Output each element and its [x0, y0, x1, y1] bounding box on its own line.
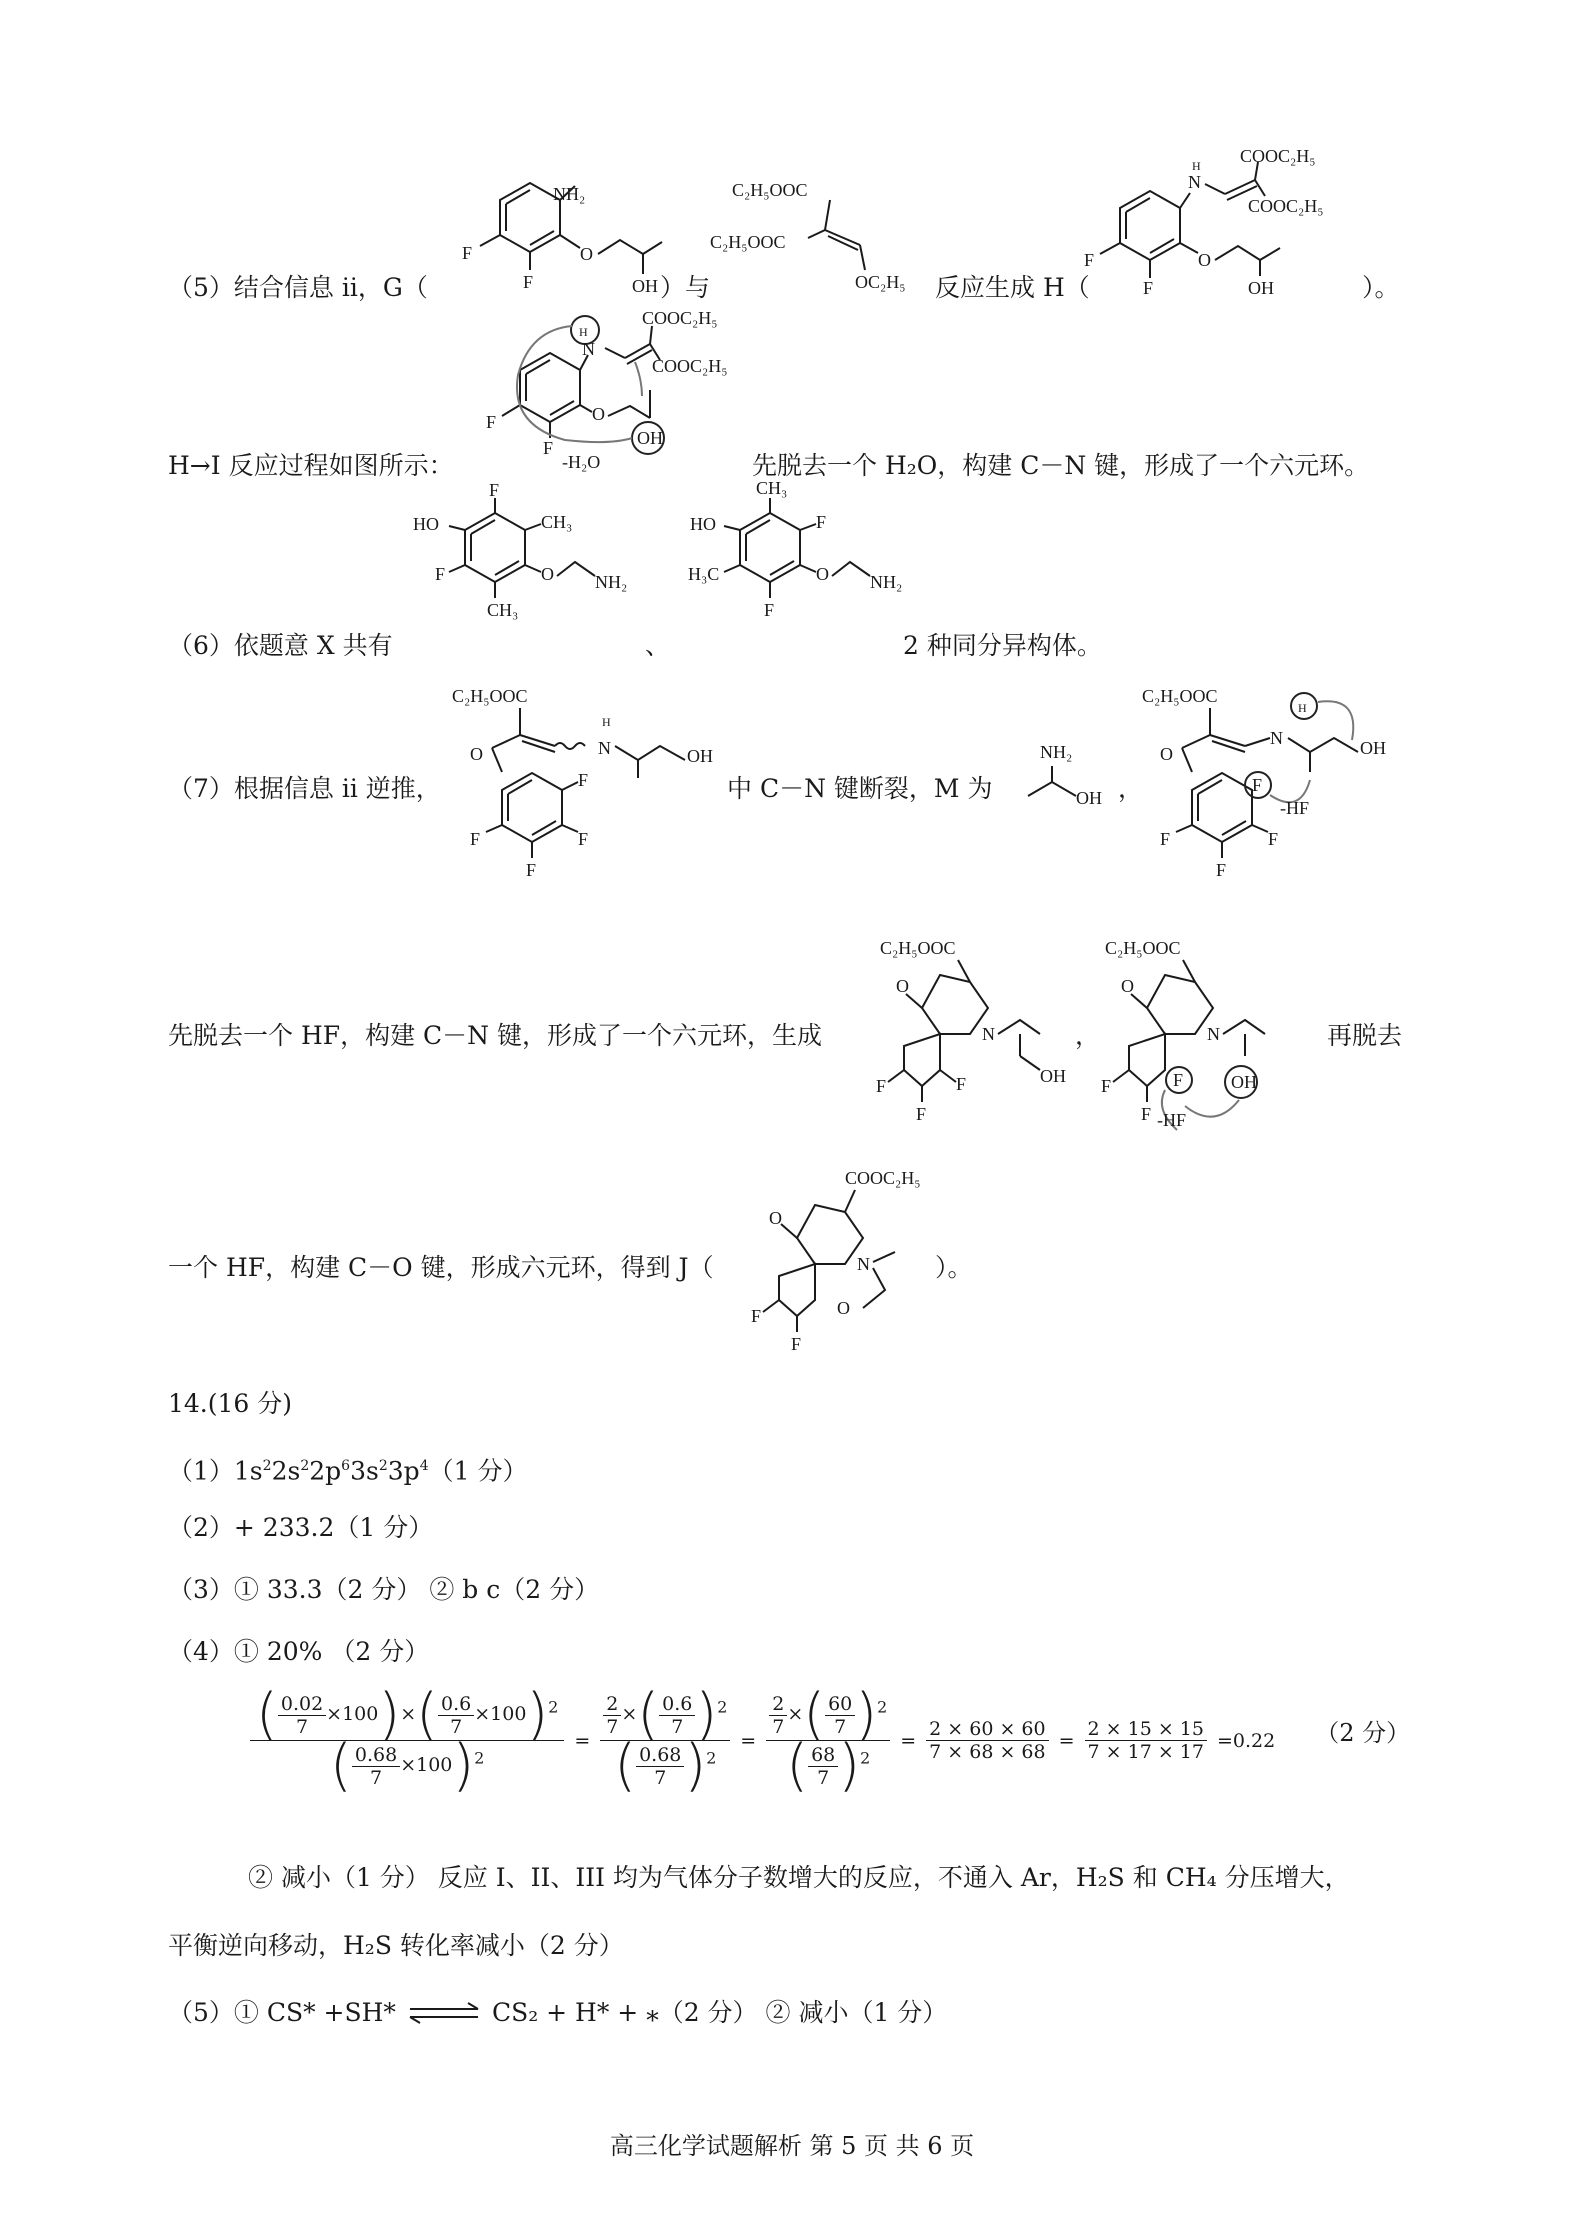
n-label: N — [1188, 172, 1201, 192]
molecule-g — [440, 170, 670, 320]
f-label: F — [1084, 250, 1095, 270]
f-label: F — [486, 412, 497, 432]
cooc2h5-label: COOC₂H₅ — [1248, 196, 1324, 216]
f-label: F — [1141, 1104, 1152, 1124]
minus-hf-label: -HF — [1157, 1110, 1187, 1130]
o-label: O — [837, 1298, 850, 1318]
s7-line2-b: 再脱去 — [1327, 1021, 1403, 1050]
a1-score: （1 分） — [428, 1456, 528, 1486]
molecule-k — [440, 680, 740, 900]
f-label: F — [956, 1074, 967, 1094]
molecule-ethoxymethylene-malonate — [700, 170, 930, 320]
f-label: F — [578, 770, 589, 790]
h-label: H — [579, 325, 588, 339]
q14-answer-1: $(1)1s^22s^22p^63s^23p^4(1$ 分） — [168, 1456, 528, 1486]
f-label: F — [876, 1076, 887, 1096]
f-label: F — [1268, 829, 1279, 849]
molecule-h-mechanism — [470, 300, 760, 480]
f-label: F — [791, 1334, 802, 1354]
f-label: F — [1101, 1076, 1112, 1096]
molecule-k-mechanism — [1130, 680, 1430, 900]
n-label: N — [582, 339, 595, 359]
h-label: H — [602, 715, 611, 729]
a5-right: CS₂ + H* + ⁎（2 分） ② 减小（1 分） — [491, 1998, 948, 2027]
s5-gen: 反应生成 H（ — [935, 273, 1090, 302]
oh-label: OH — [1248, 278, 1274, 298]
o-label: O — [541, 564, 554, 584]
oh-label: OH — [1231, 1072, 1257, 1092]
s6-label: （6）依题意 X 共有 — [168, 631, 393, 660]
oh-label: OH — [637, 428, 663, 448]
q14-title: 14.(16 分) — [168, 1389, 293, 1418]
n-label: N — [857, 1254, 870, 1274]
s6-tail: 2 种同分异构体。 — [903, 631, 1102, 660]
page-footer: 高三化学试题解析 第 5 页 共 6 页 — [609, 2132, 975, 2160]
q14-answer-2: （2）+ 233.2（1 分） — [168, 1513, 434, 1542]
f-label: F — [526, 860, 537, 880]
q14-answer-4b-line2: 平衡逆向移动，H₂S 转化率减小（2 分） — [168, 1931, 624, 1960]
f-label: F — [1160, 829, 1171, 849]
o-label: O — [1160, 744, 1173, 764]
molecule-intermediate-2 — [1095, 930, 1335, 1140]
c2h5ooc-label: C₂H₅OOC — [1105, 938, 1181, 958]
cooc2h5-label: COOC₂H₅ — [845, 1168, 921, 1188]
c2h5ooc-label: C₂H₅OOC — [880, 938, 956, 958]
f-label: F — [1143, 278, 1154, 298]
minus-hf-label: -HF — [1280, 798, 1310, 818]
oc2h5-label: OC₂H₅ — [855, 272, 906, 292]
nh2-label: NH₂ — [595, 572, 628, 592]
oh-label: OH — [687, 746, 713, 766]
q14-answer-4b-line1: ② 减小（1 分） 反应 I、II、III 均为气体分子数增大的反应，不通入 Ar，H₂S 和 CH₄ 分压增大， — [248, 1863, 1350, 1892]
mechanism-arrow — [517, 326, 632, 442]
s5-and: ）与 — [660, 273, 711, 302]
o-label: O — [816, 564, 829, 584]
mechanism-arrow — [1185, 1100, 1239, 1117]
f-label: F — [1252, 775, 1263, 795]
nh2-label: NH₂ — [553, 184, 586, 204]
cooc2h5-label: COOC₂H₅ — [642, 308, 718, 328]
molecule-h — [1080, 148, 1360, 308]
s6-sep: 、 — [645, 631, 671, 660]
o-label: O — [769, 1208, 782, 1228]
n-label: N — [598, 738, 611, 758]
f-label: F — [764, 600, 775, 620]
f-label: F — [435, 564, 446, 584]
cooc2h5-label: COOC₂H₅ — [652, 356, 728, 376]
s7-comma: ， — [1118, 774, 1144, 803]
ch3-label: CH₃ — [541, 512, 573, 532]
f-label: F — [751, 1306, 762, 1326]
q14-answer-4: （4）① 20% （2 分） — [168, 1637, 430, 1666]
ho-label: HO — [413, 514, 439, 534]
h-label: H — [1298, 701, 1307, 715]
o-label: O — [896, 976, 909, 996]
c2h5ooc-label: C₂H₅OOC — [452, 686, 528, 706]
s7-line2-a: 先脱去一个 HF，构建 C－N 键，形成了一个六元环，生成 — [168, 1021, 822, 1050]
c2h5ooc-label: C₂H₅OOC — [710, 232, 786, 252]
nh2-label: NH₂ — [870, 572, 903, 592]
o-label: O — [470, 744, 483, 764]
oh-label: OH — [632, 276, 658, 296]
mechanism-arrow — [1318, 701, 1353, 740]
minus-h2o-label: -H₂O — [562, 452, 601, 472]
f-label: F — [543, 438, 554, 458]
molecule-x-isomer-1 — [405, 480, 645, 650]
c2h5ooc-label: C₂H₅OOC — [1142, 686, 1218, 706]
s5-label: （5）结合信息 ii，G（ — [168, 273, 428, 302]
f-label: F — [1216, 860, 1227, 880]
hi-label: H→I 反应过程如图所示： — [168, 451, 454, 480]
h3c-label: H₃C — [688, 564, 720, 584]
n-label: N — [1270, 728, 1283, 748]
a5-left: （5）① CS* +SH* — [168, 1998, 396, 2027]
s7-mid: 中 C－N 键断裂，M 为 — [727, 774, 993, 803]
o-label: O — [1198, 250, 1211, 270]
s7-label: （7）根据信息 ii 逆推， — [168, 774, 441, 803]
cooc2h5-label: COOC₂H₅ — [1240, 146, 1316, 166]
q14-answer-3: （3）① 33.3（2 分） ② b c（2 分） — [168, 1575, 600, 1604]
o-label: O — [1121, 976, 1134, 996]
molecule-x-isomer-2 — [670, 480, 920, 650]
molecule-intermediate-1 — [870, 930, 1100, 1140]
oh-label: OH — [1360, 738, 1386, 758]
c2h5ooc-label: C₂H₅OOC — [732, 180, 808, 200]
ho-label: HO — [690, 514, 716, 534]
o-label: O — [580, 244, 593, 264]
s5-end: ）。 — [1362, 273, 1400, 302]
f-label: F — [578, 829, 589, 849]
f-label: F — [916, 1104, 927, 1124]
n-label: N — [1207, 1024, 1220, 1044]
s7-line3: 一个 HF，构建 C－O 键，形成六元环，得到 J（ — [168, 1253, 714, 1282]
a1-prefix: （1）1s — [168, 1456, 263, 1486]
o-label: O — [592, 404, 605, 424]
s7-line3-end: ）。 — [935, 1253, 973, 1282]
molecule-m — [1010, 740, 1120, 820]
f-label: F — [470, 829, 481, 849]
f-label: F — [462, 243, 473, 263]
ch3-label: CH₃ — [756, 478, 788, 498]
f-label: F — [1173, 1070, 1184, 1090]
f-label: F — [523, 272, 534, 292]
oh-label: OH — [1076, 788, 1102, 808]
ch3-label: CH₃ — [487, 600, 519, 620]
mechanism-arrow — [635, 362, 642, 396]
q14-answer-5 — [168, 1997, 947, 2029]
f-label: F — [489, 480, 500, 500]
h-label: H — [1192, 159, 1201, 173]
kp-calculation: ( $\frac{0.02}{7}$ ×100)×( $\frac{0.6}{7}$ ×100)$^2$ ( $\frac{0.68}{7}$ ×100)$^2$ = $\frac{2}{7}$ ×( $\frac{0.6}{7}$ )$^2$ ( $\frac{0.68}{7}$ )$^2$ = $\frac{2}{7}$ ×( $\frac{60}{7}$ )$^2$ ( $\frac{68}{7}$ )$^2$ = $\frac{2 \times 60 \times 60}{7 \times 68 \times 68}$ = $\frac{2 \times 15 \times 15}{7 \times 17 \times 17}$ =0.22 （2 分） — [250, 1690, 1410, 1791]
nh2-label: NH₂ — [1040, 742, 1073, 762]
n-label: N — [982, 1024, 995, 1044]
oh-label: OH — [1040, 1066, 1066, 1086]
f-label: F — [816, 512, 827, 532]
s7-line2-sep: ， — [1075, 1021, 1101, 1050]
equilibrium-arrow-icon — [406, 2002, 482, 2024]
molecule-j — [745, 1160, 945, 1360]
hi-text: 先脱去一个 H₂O，构建 C－N 键，形成了一个六元环。 — [752, 451, 1370, 480]
